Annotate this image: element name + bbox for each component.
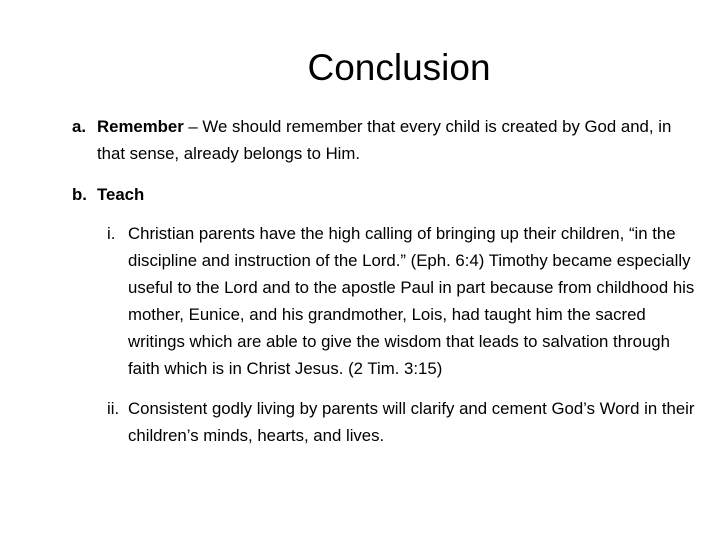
list-item-body: – We should remember that every child is created by God and, in that sense, already belongs to Him. [97, 117, 672, 163]
sub-item-consistent-living [107, 395, 697, 449]
list-item-heading: Remember [97, 117, 184, 136]
sub-item-text: Consistent godly living by parents will clarify and cement God’s Word in their children’s minds, hearts, and lives. [128, 399, 695, 445]
slide-body [72, 113, 697, 449]
list-item-heading: Teach [97, 185, 145, 204]
sub-item-christian-parents [107, 220, 697, 382]
list-item-text [72, 113, 697, 167]
list-item-remember [72, 113, 697, 167]
list-marker: b. [72, 185, 87, 204]
sub-list-marker: ii. [107, 399, 120, 418]
list-marker: a. [72, 117, 86, 136]
sub-item-text: Christian parents have the high calling of bringing up their children, “in the discipline and instruction of the Lord.” (Eph. 6:4) Timothy became especially useful to the Lord and to the apostle Paul in part because from childhood his mother, Eunice, and his grandmother, Lois, had taught him the sacred writings which are able to give the wisdom that leads to salvation through faith which is in Christ Jesus. (2 Tim. 3:15) [128, 224, 695, 378]
slide-title [0, 44, 720, 92]
list-item-teach [72, 181, 697, 208]
sub-list-marker: i. [107, 224, 116, 243]
slide-title-text: Conclusion [307, 47, 491, 88]
